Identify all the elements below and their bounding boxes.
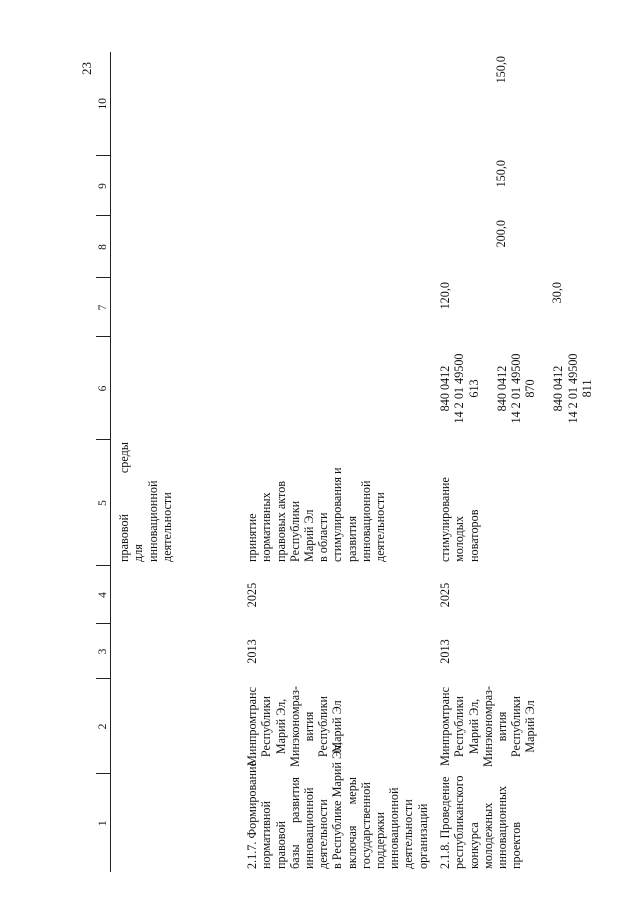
expected-result-cell bbox=[237, 440, 430, 566]
expected-result-cell bbox=[111, 440, 238, 566]
budget-code-cell bbox=[430, 337, 594, 440]
page-number: 23 bbox=[79, 62, 94, 75]
text-line: деятельности bbox=[373, 492, 388, 562]
text-line: государственной bbox=[358, 782, 373, 869]
budget-code-line: 870 bbox=[523, 379, 538, 398]
column-number: 2 bbox=[96, 679, 111, 774]
table-row bbox=[237, 52, 430, 872]
text-line: Республики bbox=[509, 695, 524, 758]
text-line: стимулирование bbox=[438, 477, 453, 562]
text-line: базы развития bbox=[287, 777, 302, 869]
text-line: инновационной bbox=[358, 480, 373, 562]
budget-code-line: 14 2 01 49500 bbox=[509, 353, 524, 424]
text-line: Минпромтранс bbox=[245, 687, 260, 766]
text-line: инновационной bbox=[145, 480, 160, 562]
budget-code-line: 840 0412 bbox=[551, 365, 566, 412]
text-line: деятельности bbox=[316, 799, 331, 869]
text-line: инновационных bbox=[495, 785, 510, 869]
text-line: для bbox=[131, 544, 146, 562]
funding-value: 30,0 bbox=[550, 282, 565, 304]
column-number: 10 bbox=[96, 52, 111, 156]
text-line: Минэкономраз- bbox=[287, 686, 302, 767]
funding-value: 200,0 bbox=[494, 220, 509, 248]
text-line: поддержки bbox=[373, 811, 388, 869]
end-year-cell: 2025 bbox=[245, 582, 260, 608]
continuation-row bbox=[111, 52, 238, 872]
text-line: включая меры bbox=[344, 777, 359, 869]
text-line: деятельности bbox=[401, 799, 416, 869]
measure-name-cell bbox=[237, 741, 430, 872]
text-line: в области bbox=[316, 512, 331, 562]
text-line: проектов bbox=[509, 821, 524, 869]
text-line: новаторов bbox=[466, 509, 481, 562]
rotated-table-container bbox=[96, 52, 626, 872]
program-table bbox=[96, 52, 594, 872]
funding-value: 150,0 bbox=[494, 56, 509, 84]
text-line: 2.1.8. Проведение bbox=[438, 776, 453, 869]
text-line: развития bbox=[344, 515, 359, 562]
executor-cell bbox=[430, 679, 594, 774]
budget-code-line: 811 bbox=[579, 379, 594, 398]
column-number: 7 bbox=[96, 278, 111, 337]
text-line: деятельности bbox=[159, 492, 174, 562]
funding-2015-cell bbox=[430, 156, 594, 216]
budget-code-line: 14 2 01 49500 bbox=[565, 353, 580, 424]
funding-2014-cell bbox=[430, 216, 594, 278]
column-number: 4 bbox=[96, 566, 111, 624]
text-line: Марий Эл, bbox=[466, 698, 481, 755]
text-line: вития bbox=[302, 711, 317, 742]
funding-value: 120,0 bbox=[438, 282, 453, 310]
column-number: 8 bbox=[96, 216, 111, 278]
text-line: Марий Эл, bbox=[273, 698, 288, 755]
column-number-row bbox=[96, 52, 111, 872]
funding-2013-cell bbox=[430, 278, 594, 337]
column-number: 9 bbox=[96, 156, 111, 216]
text-line: Минэкономраз- bbox=[480, 686, 495, 767]
table-row bbox=[430, 52, 594, 872]
text-line: Марий Эл bbox=[330, 700, 345, 753]
budget-code-line: 613 bbox=[466, 379, 481, 398]
start-year-cell: 2013 bbox=[438, 639, 453, 664]
text-line: Республики bbox=[452, 695, 467, 758]
text-line: Минпромтранс bbox=[438, 687, 453, 766]
text-line: республиканского bbox=[452, 775, 467, 869]
column-number: 3 bbox=[96, 624, 111, 679]
text-line: организаций bbox=[415, 803, 430, 869]
text-line: вития bbox=[495, 711, 510, 742]
funding-2016-cell bbox=[430, 52, 594, 156]
text-line: Республики bbox=[287, 500, 302, 562]
column-number: 6 bbox=[96, 337, 111, 440]
budget-code-line: 14 2 01 49500 bbox=[452, 353, 467, 424]
text-line: Марий Эл bbox=[523, 700, 538, 753]
text-line: Республики bbox=[316, 695, 331, 758]
text-line: инновационной bbox=[302, 787, 317, 869]
funding-value: 150,0 bbox=[494, 160, 509, 188]
end-year-cell: 2025 bbox=[438, 582, 453, 608]
text-line: правовой среды bbox=[117, 442, 132, 562]
column-number: 5 bbox=[96, 440, 111, 566]
text-line: молодых bbox=[452, 516, 467, 562]
text-line: нормативных bbox=[259, 492, 274, 562]
text-line: стимулирования и bbox=[330, 467, 345, 562]
text-line: инновационной bbox=[387, 787, 402, 869]
column-number: 1 bbox=[96, 774, 111, 872]
text-line: Марий Эл bbox=[302, 509, 317, 562]
text-line: в Республике Марий Эл, bbox=[330, 741, 345, 869]
text-line: правовых актов bbox=[273, 480, 288, 562]
text-line: принятие bbox=[245, 513, 260, 562]
budget-code-line: 840 0412 bbox=[438, 365, 453, 412]
text-line: конкурса молодежных bbox=[466, 802, 495, 869]
measure-name-cell bbox=[430, 774, 594, 872]
expected-result-cell bbox=[430, 440, 594, 566]
text-line: нормативной правовой bbox=[259, 801, 288, 869]
text-line: Республики bbox=[259, 695, 274, 758]
start-year-cell: 2013 bbox=[245, 639, 260, 664]
text-line: 2.1.7. Формирование bbox=[245, 761, 260, 869]
budget-code-line: 840 0412 bbox=[494, 365, 509, 412]
